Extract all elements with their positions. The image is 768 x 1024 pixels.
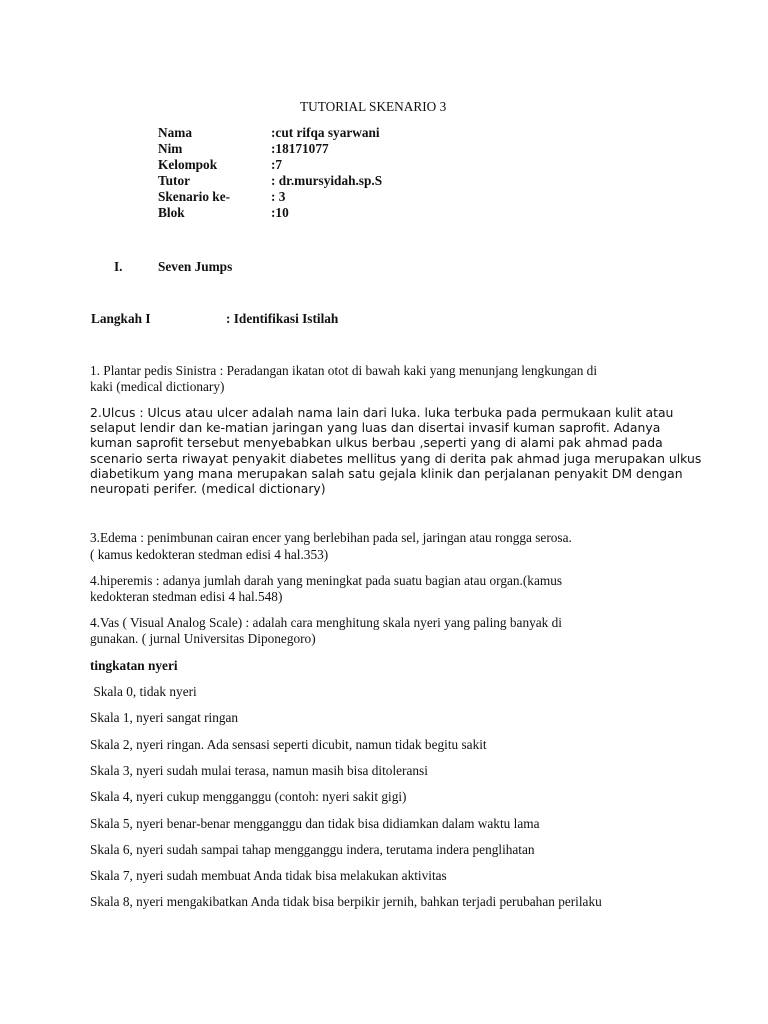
pain-scale-heading: tingkatan nyeri: [90, 658, 178, 673]
pain-scale-item: Skala 2, nyeri ringan. Ada sensasi seperti dicubit, namun tidak begitu sakit: [90, 737, 487, 752]
text-line: scenario serta riwayat penyakit diabetes mellitus yang di derita pak ahmad juga merupakan ulkus: [90, 451, 702, 466]
identity-label: Nama: [158, 125, 192, 140]
text-line: ( kamus kedokteran stedman edisi 4 hal.353): [90, 547, 329, 562]
identity-label: Tutor: [158, 173, 191, 188]
section-title: Seven Jumps: [158, 259, 233, 274]
pain-scale-item: Skala 6, nyeri sudah sampai tahap mengganggu indera, terutama indera penglihatan: [90, 842, 535, 857]
pain-scale-item: Skala 3, nyeri sudah mulai terasa, namun masih bisa ditoleransi: [90, 763, 428, 778]
text-line: kuman saprofit tersebut menyebabkan ulkus berbau ,seperti yang di alami pak ahmad pada: [90, 435, 663, 450]
pain-scale-item: Skala 8, nyeri mengakibatkan Anda tidak bisa berpikir jernih, bahkan terjadi perubahan perilaku: [90, 894, 602, 909]
pain-scale-item: Skala 4, nyeri cukup mengganggu (contoh: nyeri sakit gigi): [90, 789, 407, 804]
text-line: neuropati perifer. (medical dictionary): [90, 481, 326, 496]
identity-value: :10: [271, 205, 289, 220]
pain-scale-item: Skala 7, nyeri sudah membuat Anda tidak bisa melakukan aktivitas: [90, 868, 447, 883]
identity-value: :18171077: [271, 141, 329, 156]
section-number: I.: [114, 259, 123, 274]
identity-value: :7: [271, 157, 283, 172]
step-title: : Identifikasi Istilah: [226, 311, 339, 326]
identity-label: Nim: [158, 141, 183, 156]
text-line: 1. Plantar pedis Sinistra : Peradangan ikatan otot di bawah kaki yang menunjang lengkungan di: [90, 363, 598, 378]
pain-scale-item: Skala 5, nyeri benar-benar mengganggu dan tidak bisa didiamkan dalam waktu lama: [90, 816, 540, 831]
text-line: 4.hiperemis : adanya jumlah darah yang meningkat pada suatu bagian atau organ.(kamus: [90, 573, 563, 588]
text-line: 2.Ulcus : Ulcus atau ulcer adalah nama lain dari luka. luka terbuka pada permukaan kulit atau: [90, 405, 674, 420]
text-line: 4.Vas ( Visual Analog Scale) : adalah cara menghitung skala nyeri yang paling banyak di: [90, 615, 562, 630]
pain-scale-item: Skala 0, tidak nyeri: [90, 684, 197, 699]
identity-value: :cut rifqa syarwani: [271, 125, 380, 140]
identity-label: Skenario ke-: [158, 189, 231, 204]
step-label: Langkah I: [91, 311, 151, 326]
text-line: kedokteran stedman edisi 4 hal.548): [90, 589, 283, 604]
text-line: selaput lendir dan ke-matian jaringan yang luas dan disertai invasif kuman saprofit. Adanya: [90, 420, 661, 435]
identity-value: : dr.mursyidah.sp.S: [271, 173, 383, 188]
text-line: kaki (medical dictionary): [90, 379, 225, 394]
identity-label: Blok: [158, 205, 185, 220]
document-title: TUTORIAL SKENARIO 3: [300, 99, 447, 114]
text-line: 3.Edema : penimbunan cairan encer yang berlebihan pada sel, jaringan atau rongga serosa.: [90, 530, 572, 545]
text-line: gunakan. ( jurnal Universitas Diponegoro): [90, 631, 316, 646]
text-line: diabetikum yang mana merupakan salah satu gejala klinik dan perjalanan penyakit DM dengan: [90, 466, 683, 481]
identity-value: : 3: [271, 189, 286, 204]
identity-label: Kelompok: [158, 157, 218, 172]
pain-scale-item: Skala 1, nyeri sangat ringan: [90, 710, 239, 725]
